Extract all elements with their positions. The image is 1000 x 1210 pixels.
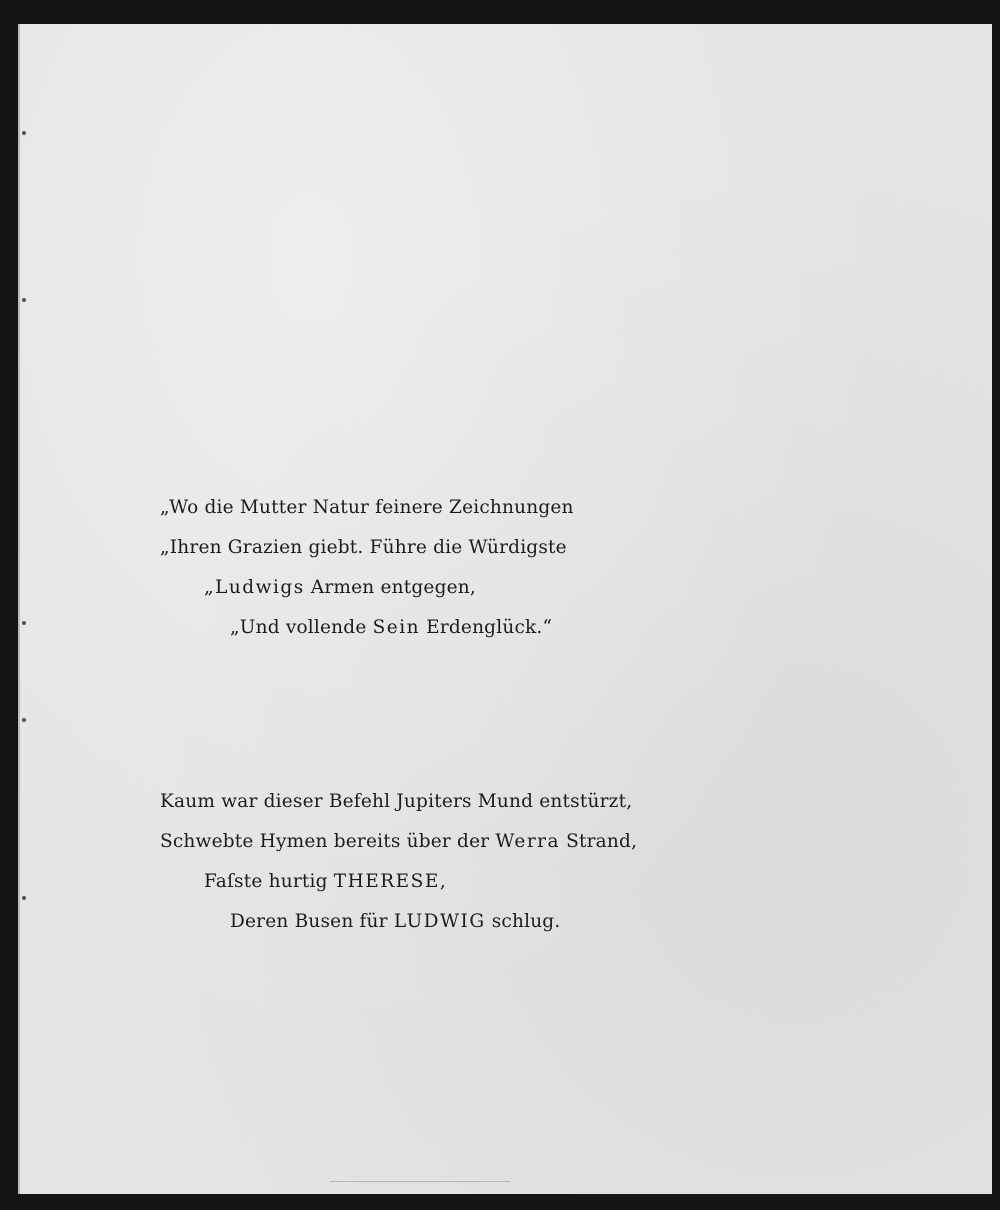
name-therese: THERESE, (333, 871, 448, 892)
stanza-1 (160, 488, 574, 648)
line-text: Strand, (560, 831, 638, 852)
stanza-2-line-3 (160, 862, 637, 902)
binding-mark (22, 621, 26, 625)
stanza-2-line-2 (160, 822, 637, 862)
stanza-1-line-3 (160, 568, 574, 608)
line-text: schlug. (485, 911, 561, 932)
line-text: Faſste hurtig (204, 871, 334, 892)
bottom-rule (330, 1181, 510, 1182)
name-ludwig: LUDWIG (393, 911, 486, 932)
line-text: Erdenglück.“ (420, 617, 553, 638)
stanza-1-line-2: „Ihren Grazien giebt. Führe die Würdigste (160, 537, 567, 558)
spaced-name-ludwigs: „Ludwigs (204, 577, 305, 598)
binding-mark (22, 131, 26, 135)
binding-mark (22, 896, 26, 900)
line-text: Schwebte Hymen bereits über der (160, 831, 496, 852)
book-page (18, 24, 992, 1194)
binding-mark (22, 718, 26, 722)
binding-mark (22, 298, 26, 302)
stanza-2 (160, 782, 637, 942)
stanza-1-line-1: „Wo die Mutter Natur feinere Zeichnungen (160, 497, 574, 518)
line-text: „Und vollende (230, 617, 373, 638)
spaced-word-werra: Werra (495, 831, 561, 852)
line-text: Armen entgegen, (304, 577, 476, 598)
stanza-1-line-4 (160, 608, 574, 648)
spaced-word-sein: Sein (372, 617, 421, 638)
stanza-2-line-4 (160, 902, 637, 942)
line-text: Deren Busen für (230, 911, 394, 932)
stanza-2-line-1: Kaum war dieser Befehl Jupiters Mund entstürzt, (160, 791, 633, 812)
